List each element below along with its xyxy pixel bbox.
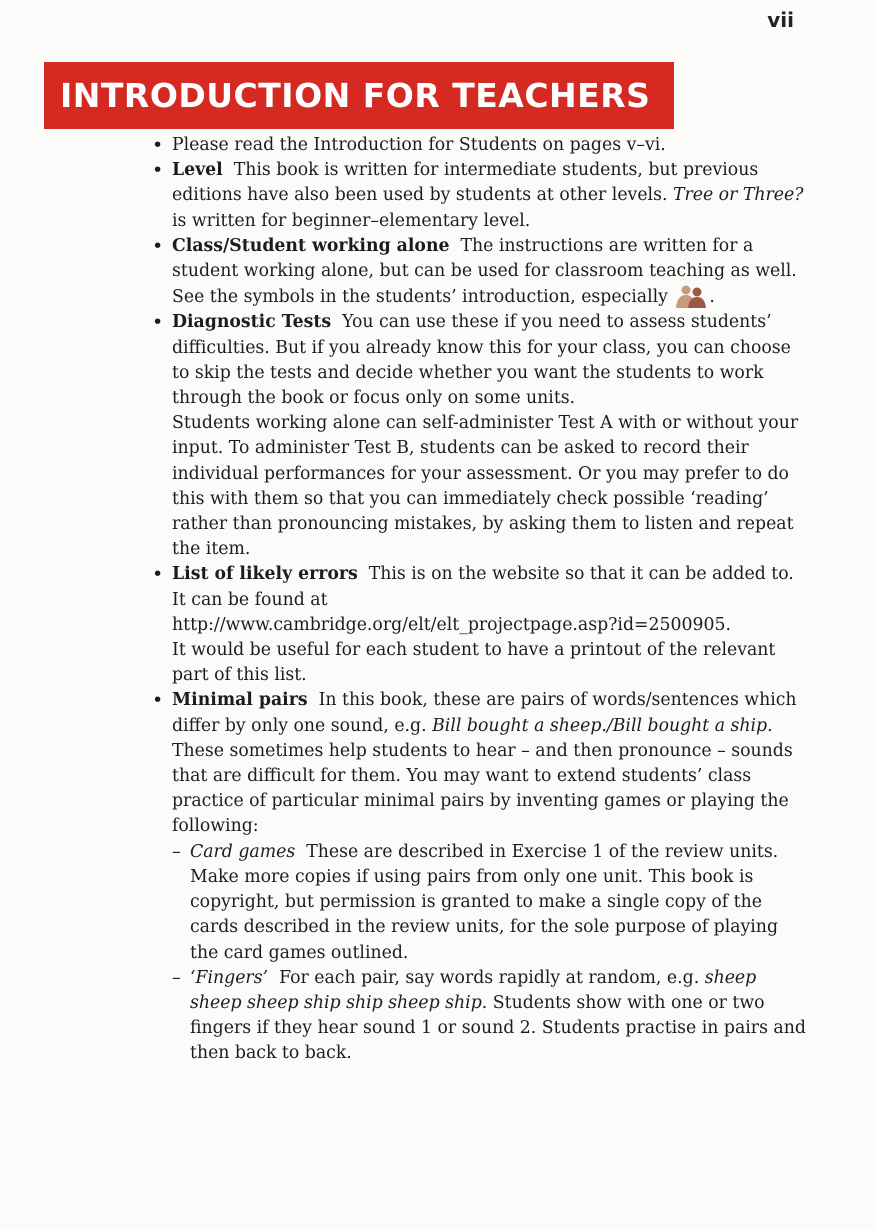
item-paragraph: It would be useful for each student to have a printout of the relevant part of this list.	[172, 640, 776, 686]
item-text: Please read the Introduction for Students on pages v–vi.	[172, 135, 666, 155]
website-url: http://www.cambridge.org/elt/elt_projectpage.asp?id=2500905.	[172, 614, 731, 635]
item-text: These sometimes help students to hear – and then pronounce – sounds that are difficult for them. You may want to extend students’ class practice of particular minimal pairs by inventing games or playing the following:	[172, 740, 793, 837]
item-term: List of likely errors	[172, 564, 358, 585]
list-item-level	[150, 158, 810, 234]
sub-item-fingers	[172, 966, 810, 1067]
item-term: Minimal pairs	[172, 690, 308, 711]
list-item-class-student	[150, 234, 810, 311]
item-text: .	[709, 287, 715, 308]
sub-list	[172, 840, 810, 1067]
example-italic: sheep sheep sheep ship ship sheep ship.	[190, 967, 757, 1013]
pair-work-people-icon	[673, 284, 709, 308]
sub-item-label: ‘Fingers’	[190, 967, 269, 988]
sub-item-label: Card games	[190, 841, 296, 862]
sub-item-text: For each pair, say words rapidly at random, e.g.	[279, 967, 700, 988]
item-text: In this book, these are pairs of words/sentences which differ by only one sound, e.g.	[172, 690, 797, 736]
item-term: Class/Student working alone	[172, 235, 450, 256]
item-text: This book is written for intermediate students, but previous editions have also been used by students at other levels.	[172, 160, 759, 206]
item-text: You can use these if you need to assess students’ difficulties. But if you already know this for your class, you can choose to skip the tests and decide whether you want the students to work through the book or focus only on some units.	[172, 312, 791, 409]
item-term: Diagnostic Tests	[172, 312, 332, 333]
item-text: This is on the website so that it can be added to. It can be found at	[172, 564, 794, 610]
section-banner	[44, 62, 674, 129]
list-item-read-intro	[150, 133, 810, 158]
bullet-list	[150, 133, 810, 1067]
item-text: is written for beginner–elementary level.	[172, 210, 531, 231]
example-italic: Bill bought a sheep./Bill bought a ship.	[432, 715, 773, 736]
item-paragraph: Students working alone can self-administer Test A with or without your input. To administer Test B, students can be asked to record their individual performances for your assessment. Or you may prefer to do this with them so that you can immediately check possible ‘reading’ rather than pronouncing mistakes, by asking them to listen and repeat the item.	[172, 413, 799, 560]
sub-item-card-games	[172, 840, 810, 966]
list-item-likely-errors	[150, 562, 810, 688]
section-title: INTRODUCTION FOR TEACHERS	[60, 76, 651, 115]
list-item-diagnostic-tests	[150, 310, 810, 562]
item-term: Level	[172, 160, 223, 181]
item-text: The instructions are written for a student working alone, but can be used for classroom teaching as well. See the symbols in the students’ introduction, especially	[172, 235, 797, 308]
page-number: vii	[767, 8, 794, 32]
intro-content	[150, 133, 810, 1067]
book-title-italic: Tree or Three?	[672, 185, 804, 206]
sub-item-text: These are described in Exercise 1 of the review units. Make more copies if using pairs from only one unit. This book is copyright, but permission is granted to make a single copy of the cards described in the review units, for the sole purpose of playing the card games outlined.	[190, 841, 779, 963]
list-item-minimal-pairs	[150, 688, 810, 1066]
sub-item-text: Students show with one or two fingers if they hear sound 1 or sound 2. Students practise in pairs and then back to back.	[190, 992, 806, 1064]
